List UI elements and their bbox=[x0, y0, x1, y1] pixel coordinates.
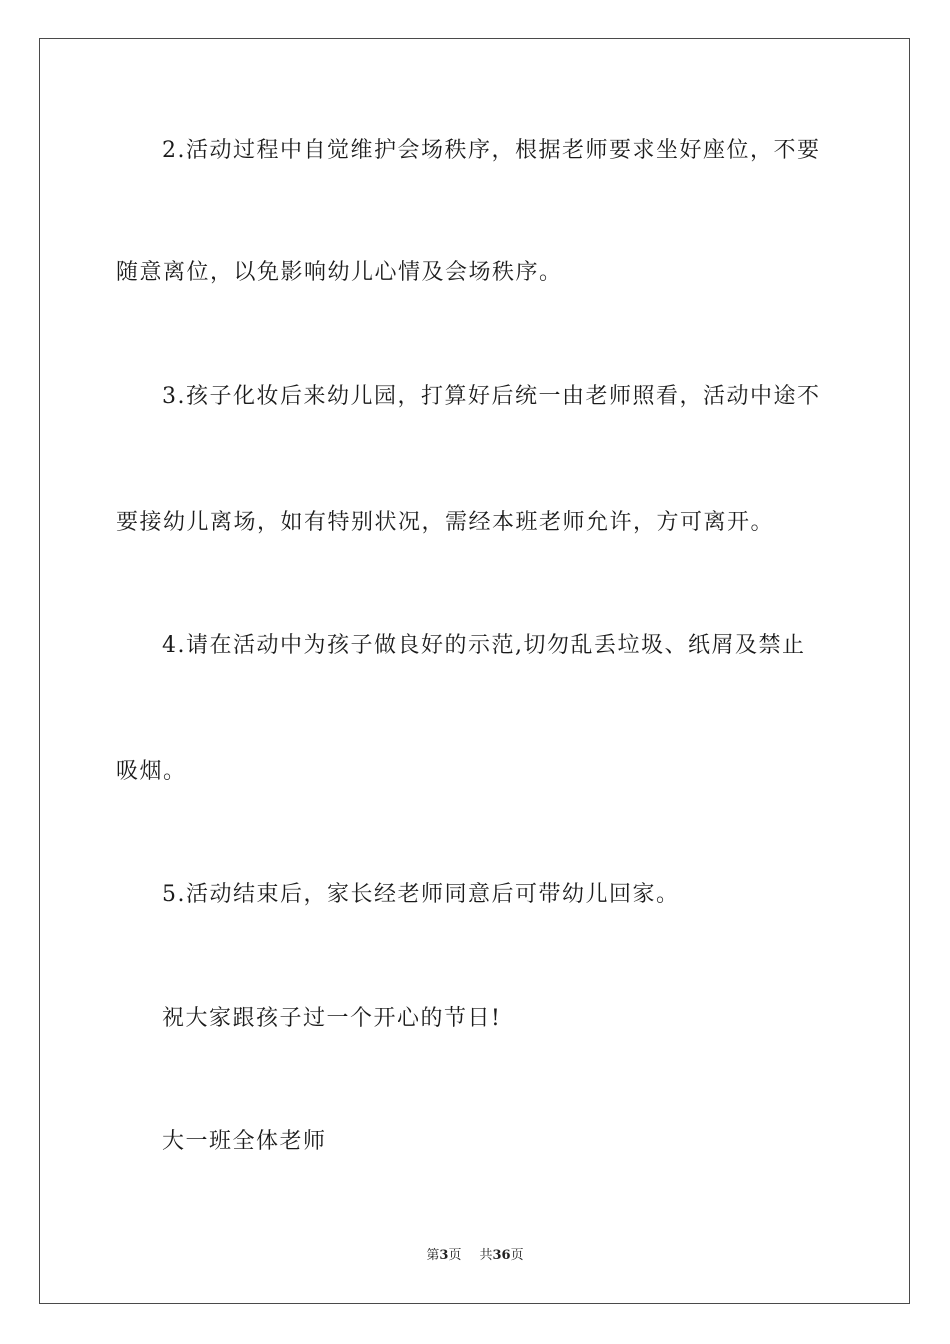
total-pages: 36 bbox=[492, 1248, 511, 1263]
total-suffix: 页 bbox=[510, 1248, 524, 1263]
paragraph-5-line-1: 5.活动结束后，家长经老师同意后可带幼儿回家。 bbox=[162, 882, 680, 907]
total-prefix: 共 bbox=[479, 1248, 493, 1263]
greeting-line: 祝大家跟孩子过一个开心的节日! bbox=[162, 1006, 502, 1031]
page-footer bbox=[0, 1246, 950, 1266]
paragraph-3-line-2: 要接幼儿离场，如有特别状况，需经本班老师允许，方可离开。 bbox=[116, 510, 775, 535]
paragraph-2-line-1: 2.活动过程中自觉维护会场秩序，根据老师要求坐好座位，不要 bbox=[162, 138, 821, 163]
paragraph-4-line-2: 吸烟。 bbox=[116, 759, 187, 784]
paragraph-3-line-1: 3.孩子化妆后来幼儿园，打算好后统一由老师照看，活动中途不 bbox=[162, 384, 821, 409]
page-number: 3 bbox=[439, 1248, 449, 1263]
page-border bbox=[39, 38, 910, 1304]
page-suffix: 页 bbox=[448, 1248, 462, 1263]
paragraph-4-line-1: 4.请在活动中为孩子做良好的示范,切勿乱丢垃圾、纸屑及禁止 bbox=[162, 633, 806, 658]
page-prefix: 第 bbox=[426, 1248, 440, 1263]
paragraph-2-line-2: 随意离位，以免影响幼儿心情及会场秩序。 bbox=[116, 260, 563, 285]
signature-line: 大一班全体老师 bbox=[162, 1129, 327, 1154]
